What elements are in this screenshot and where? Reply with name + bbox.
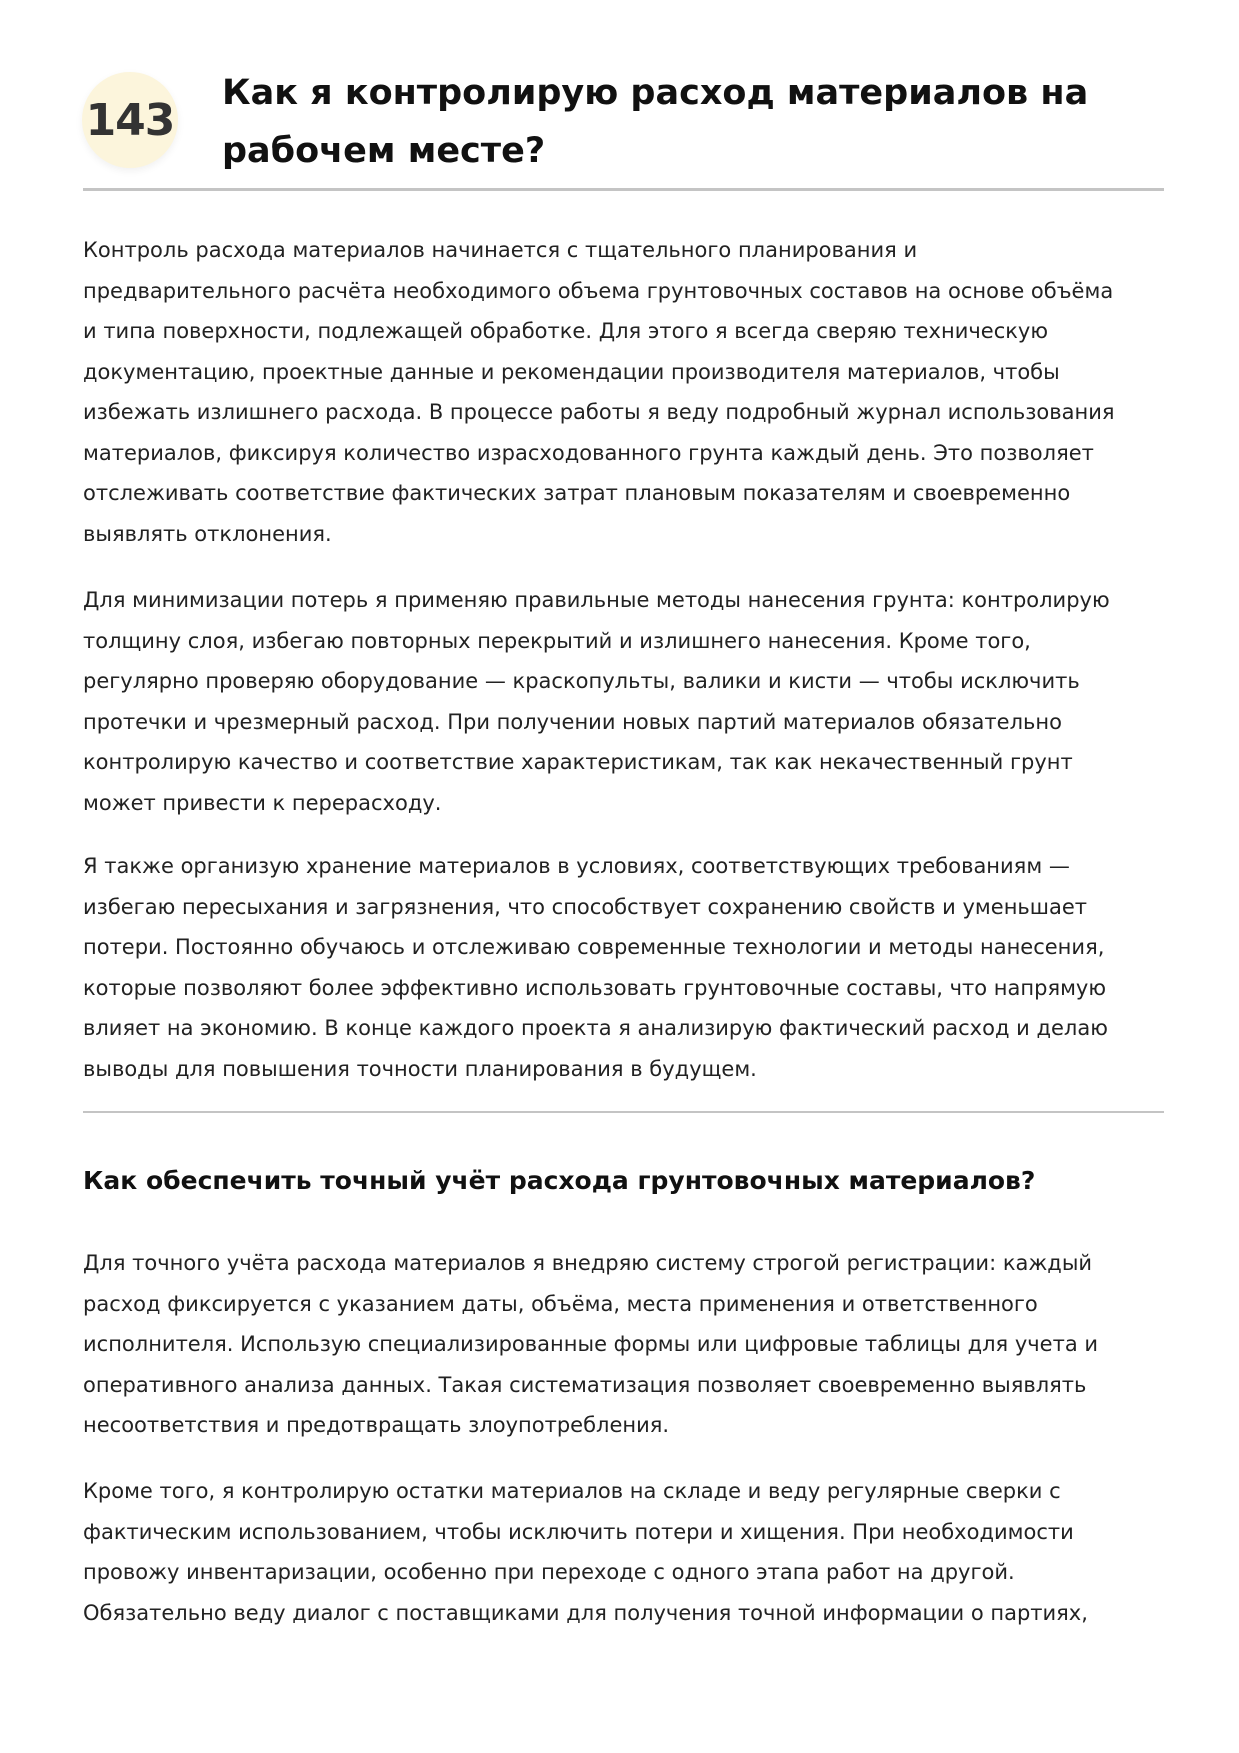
text-line: выявлять отклонения. xyxy=(83,521,332,546)
text-line: Для точного учёта расхода материалов я внедряю систему строгой регистрации: каждый xyxy=(83,1251,1093,1275)
text-line: провожу инвентаризации, особенно при переходе с одного этапа работ на другой. xyxy=(83,1560,1015,1584)
text-line: исполнителя. Использую специализированные формы или цифровые таблицы для учета и xyxy=(83,1332,1099,1356)
text-line: контролирую качество и соответствие характеристикам, так как некачественный грунт xyxy=(83,750,1073,774)
text-line: толщину слоя, избегаю повторных перекрытий и излишнего нанесения. Кроме того, xyxy=(83,628,1031,653)
section-heading: Как обеспечить точный учёт расхода грунтовочных материалов? xyxy=(83,1166,1036,1195)
text-line: избегаю пересыхания и загрязнения, что способствует сохранению свойств и уменьшает xyxy=(83,894,1088,919)
text-line: может привести к перерасходу. xyxy=(83,790,442,815)
text-line: материалов, фиксируя количество израсходованного грунта каждый день. Это позволяет xyxy=(83,440,1094,465)
paragraph xyxy=(83,1243,1173,1446)
text-line: предварительного расчёта необходимого объема грунтовочных составов на основе объёма xyxy=(83,278,1114,303)
text-line: Кроме того, я контролирую остатки материалов на складе и веду регулярные сверки с xyxy=(83,1479,1061,1503)
paragraph xyxy=(83,230,1173,554)
text-line: Обязательно веду диалог с поставщиками для получения точной информации о партиях, xyxy=(83,1600,1088,1625)
text-line: которые позволяют более эффективно использовать грунтовочные составы, что напрямую xyxy=(83,975,1107,1000)
text-line: выводы для повышения точности планирования в будущем. xyxy=(83,1056,757,1081)
text-line: оперативного анализа данных. Такая систематизация позволяет своевременно выявлять xyxy=(83,1372,1087,1397)
section-divider xyxy=(83,1111,1164,1113)
text-line: Контроль расхода материалов начинается с тщательного планирования и xyxy=(83,238,918,262)
text-line: протечки и чрезмерный расход. При получении новых партий материалов обязательно xyxy=(83,709,1062,734)
paragraph xyxy=(83,1471,1173,1633)
text-line: влияет на экономию. В конце каждого проекта я анализирую фактический расход и делаю xyxy=(83,1016,1108,1040)
text-line: Я также организую хранение материалов в условиях, соответствующих требованиям — xyxy=(83,854,1070,878)
text-line: потери. Постоянно обучаюсь и отслеживаю современные технологии и методы нанесения, xyxy=(83,935,1105,959)
text-line: несоответствия и предотвращать злоупотребления. xyxy=(83,1413,670,1437)
text-line: Для минимизации потерь я применяю правильные методы нанесения грунта: контролирую xyxy=(83,588,1110,612)
title-line: рабочем месте? xyxy=(222,131,546,171)
text-line: регулярно проверяю оборудование — краскопульты, валики и кисти — чтобы исключить xyxy=(83,669,1080,693)
text-line: фактическим использованием, чтобы исключить потери и хищения. При необходимости xyxy=(83,1519,1074,1544)
text-line: и типа поверхности, подлежащей обработке. Для этого я всегда сверяю техническую xyxy=(83,319,1049,343)
paragraph xyxy=(83,580,1173,823)
paragraph xyxy=(83,846,1173,1089)
question-number: 143 xyxy=(85,94,175,146)
title-divider xyxy=(83,188,1164,191)
text-line: избежать излишнего расхода. В процессе работы я веду подробный журнал использования xyxy=(83,400,1115,424)
text-line: отслеживать соответствие фактических затрат плановым показателям и своевременно xyxy=(83,481,1071,505)
question-number-badge xyxy=(82,72,178,168)
text-line: документацию, проектные данные и рекомендации производителя материалов, чтобы xyxy=(83,359,1060,384)
page-title xyxy=(222,64,1162,180)
title-line: Как я контролирую расход материалов на xyxy=(222,73,1089,113)
text-line: расход фиксируется с указанием даты, объёма, места применения и ответственного xyxy=(83,1291,1038,1316)
